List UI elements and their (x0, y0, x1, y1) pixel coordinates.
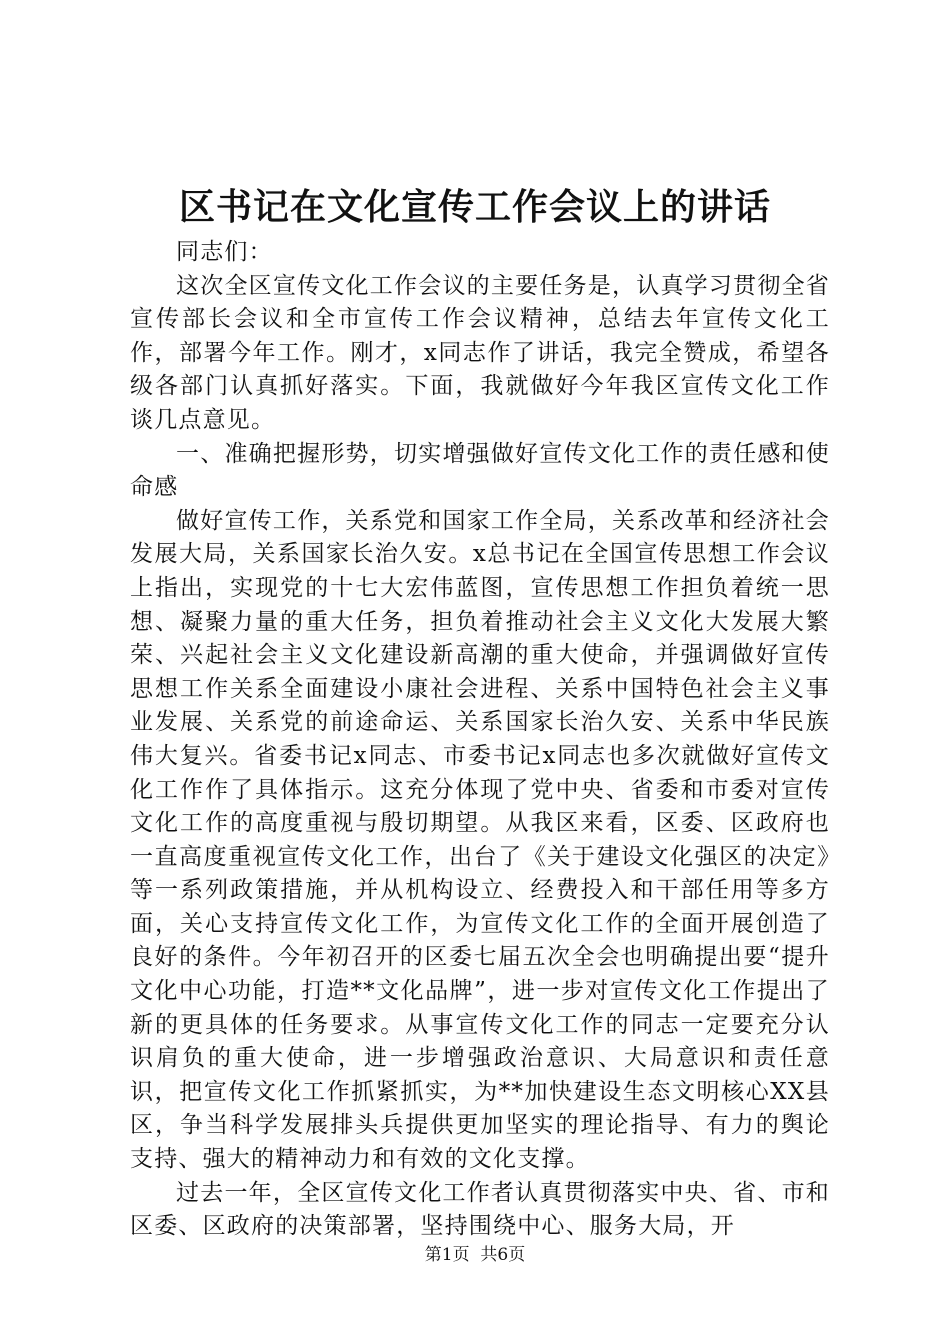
body-paragraph: 过去一年，全区宣传文化工作者认真贯彻落实中央、省、市和区委、区政府的决策部署，坚持围绕中心、服务大局，开 (130, 1179, 830, 1240)
salutation-paragraph: 同志们： (176, 239, 273, 265)
document-body (130, 236, 830, 1244)
section-heading-1: 一、准确把握形势，切实增强做好宣传文化工作的责任感和使命感 (130, 440, 830, 501)
intro-paragraph: 这次全区宣传文化工作会议的主要任务是，认真学习贯彻全省宣传部长会议和全市宣传工作会议精神，总结去年宣传文化工作，部署今年工作。刚才，x同志作了讲话，我完全赞成，希望各级各部门认真抓好落实。下面，我就做好今年我区宣传文化工作谈几点意见。 (130, 272, 830, 433)
body-paragraph: 做好宣传工作，关系党和国家工作全局，关系改革和经济社会发展大局，关系国家长治久安。x总书记在全国宣传思想工作会议上指出，实现党的十七大宏伟蓝图，宣传思想工作担负着统一思想、凝聚力量的重大任务，担负着推动社会主义文化大发展大繁荣、兴起社会主义文化建设新高潮的重大使命，并强调做好宣传思想工作关系全面建设小康社会进程、关系中国特色社会主义事业发展、关系党的前途命运、关系国家长治久安、关系中华民族伟大复兴。省委书记x同志、市委书记x同志也多次就做好宣传文化工作作了具体指示。这充分体现了党中央、省委和市委对宣传文化工作的高度重视与殷切期望。从我区来看，区委、区政府也一直高度重视宣传文化工作，出台了《关于建设文化强区的决定》等一系列政策措施，并从机构设立、经费投入和干部任用等多方面，关心支持宣传文化工作，为宣传文化工作的全面开展创造了良好的条件。今年初召开的区委七届五次全会也明确提出要“提升文化中心功能，打造**文化品牌”，进一步对宣传文化工作提出了新的更具体的任务要求。从事宣传文化工作的同志一定要充分认识肩负的重大使命，进一步增强政治意识、大局意识和责任意识，把宣传文化工作抓紧抓实，为**加快建设生态文明核心XX县区，争当科学发展排头兵提供更加坚实的理论指导、有力的舆论支持、强大的精神动力和有效的文化支撑。 (130, 507, 830, 1173)
page-number-footer: 第1页 共6页 (424, 1245, 526, 1265)
document-title: 区书记在文化宣传工作会议上的讲话 (178, 186, 771, 228)
